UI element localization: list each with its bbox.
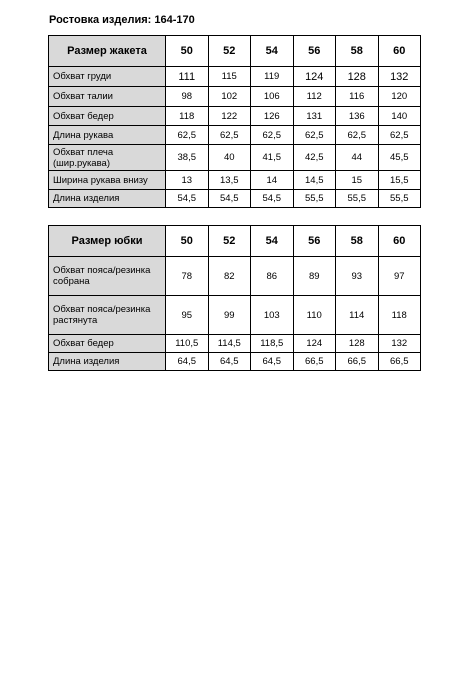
table-cell: 82 xyxy=(208,257,251,296)
table-cell: 118 xyxy=(378,296,421,335)
table-cell: 114,5 xyxy=(208,335,251,353)
skirt-size-header: 50 xyxy=(166,226,209,257)
table-cell: 54,5 xyxy=(208,190,251,208)
table-cell: 44 xyxy=(336,145,379,171)
row-label: Длина изделия xyxy=(49,190,166,208)
jacket-size-header: 50 xyxy=(166,36,209,67)
table-cell: 55,5 xyxy=(378,190,421,208)
table-cell: 41,5 xyxy=(251,145,294,171)
table-row xyxy=(49,87,421,107)
table-cell: 111 xyxy=(166,67,209,87)
jacket-size-table xyxy=(48,35,421,208)
table-cell: 62,5 xyxy=(166,126,209,145)
table-cell: 128 xyxy=(336,335,379,353)
table-cell: 66,5 xyxy=(293,353,336,371)
table-row xyxy=(49,145,421,171)
table-cell: 120 xyxy=(378,87,421,107)
table-cell: 128 xyxy=(336,67,379,87)
table-cell: 15,5 xyxy=(378,171,421,190)
jacket-size-header: 56 xyxy=(293,36,336,67)
table-cell: 86 xyxy=(251,257,294,296)
row-label: Ширина рукава внизу xyxy=(49,171,166,190)
table-cell: 14 xyxy=(251,171,294,190)
table-cell: 115 xyxy=(208,67,251,87)
table-cell: 62,5 xyxy=(378,126,421,145)
table-cell: 114 xyxy=(336,296,379,335)
table-cell: 106 xyxy=(251,87,294,107)
table-cell: 78 xyxy=(166,257,209,296)
skirt-header-row xyxy=(49,226,421,257)
skirt-size-table xyxy=(48,225,421,371)
table-cell: 62,5 xyxy=(293,126,336,145)
row-label: Обхват плеча (шир.рукава) xyxy=(49,145,166,171)
table-cell: 124 xyxy=(293,67,336,87)
table-cell: 118 xyxy=(166,107,209,126)
table-cell: 122 xyxy=(208,107,251,126)
table-cell: 98 xyxy=(166,87,209,107)
table-cell: 13 xyxy=(166,171,209,190)
skirt-size-header: 52 xyxy=(208,226,251,257)
table-cell: 112 xyxy=(293,87,336,107)
table-cell: 93 xyxy=(336,257,379,296)
table-row xyxy=(49,107,421,126)
jacket-header-row xyxy=(49,36,421,67)
table-cell: 110,5 xyxy=(166,335,209,353)
table-cell: 66,5 xyxy=(336,353,379,371)
table-cell: 15 xyxy=(336,171,379,190)
skirt-size-header: 56 xyxy=(293,226,336,257)
row-label: Обхват бедер xyxy=(49,335,166,353)
row-label: Длина рукава xyxy=(49,126,166,145)
table-cell: 99 xyxy=(208,296,251,335)
table-cell: 40 xyxy=(208,145,251,171)
table-cell: 45,5 xyxy=(378,145,421,171)
skirt-size-header: 60 xyxy=(378,226,421,257)
table-row xyxy=(49,171,421,190)
skirt-size-header: 54 xyxy=(251,226,294,257)
row-label: Обхват груди xyxy=(49,67,166,87)
table-cell: 54,5 xyxy=(166,190,209,208)
row-label: Обхват пояса/резинка собрана xyxy=(49,257,166,296)
table-cell: 14,5 xyxy=(293,171,336,190)
table-cell: 126 xyxy=(251,107,294,126)
table-row xyxy=(49,126,421,145)
table-cell: 132 xyxy=(378,335,421,353)
table-cell: 118,5 xyxy=(251,335,294,353)
table-cell: 116 xyxy=(336,87,379,107)
jacket-size-header: 60 xyxy=(378,36,421,67)
table-cell: 136 xyxy=(336,107,379,126)
table-cell: 89 xyxy=(293,257,336,296)
table-row xyxy=(49,335,421,353)
table-cell: 131 xyxy=(293,107,336,126)
table-cell: 140 xyxy=(378,107,421,126)
table-cell: 54,5 xyxy=(251,190,294,208)
table-cell: 119 xyxy=(251,67,294,87)
table-cell: 102 xyxy=(208,87,251,107)
table-cell: 62,5 xyxy=(336,126,379,145)
row-label: Обхват бедер xyxy=(49,107,166,126)
table-cell: 64,5 xyxy=(208,353,251,371)
table-cell: 42,5 xyxy=(293,145,336,171)
table-row xyxy=(49,257,421,296)
table-cell: 110 xyxy=(293,296,336,335)
table-cell: 124 xyxy=(293,335,336,353)
row-label: Обхват пояса/резинка растянута xyxy=(49,296,166,335)
table-cell: 64,5 xyxy=(166,353,209,371)
row-label: Длина изделия xyxy=(49,353,166,371)
table-cell: 66,5 xyxy=(378,353,421,371)
table-row xyxy=(49,353,421,371)
table-cell: 13,5 xyxy=(208,171,251,190)
table-cell: 62,5 xyxy=(208,126,251,145)
table-cell: 64,5 xyxy=(251,353,294,371)
table-cell: 62,5 xyxy=(251,126,294,145)
jacket-header-label: Размер жакета xyxy=(49,36,166,67)
skirt-header-label: Размер юбки xyxy=(49,226,166,257)
row-label: Обхват талии xyxy=(49,87,166,107)
jacket-size-header: 52 xyxy=(208,36,251,67)
jacket-size-header: 54 xyxy=(251,36,294,67)
table-cell: 132 xyxy=(378,67,421,87)
table-cell: 55,5 xyxy=(336,190,379,208)
table-row xyxy=(49,296,421,335)
table-cell: 103 xyxy=(251,296,294,335)
table-cell: 55,5 xyxy=(293,190,336,208)
table-cell: 95 xyxy=(166,296,209,335)
table-cell: 38,5 xyxy=(166,145,209,171)
table-row xyxy=(49,190,421,208)
caption-size-range: Ростовка изделия: 164-170 xyxy=(49,14,195,26)
jacket-size-header: 58 xyxy=(336,36,379,67)
table-cell: 97 xyxy=(378,257,421,296)
skirt-size-header: 58 xyxy=(336,226,379,257)
table-row xyxy=(49,67,421,87)
